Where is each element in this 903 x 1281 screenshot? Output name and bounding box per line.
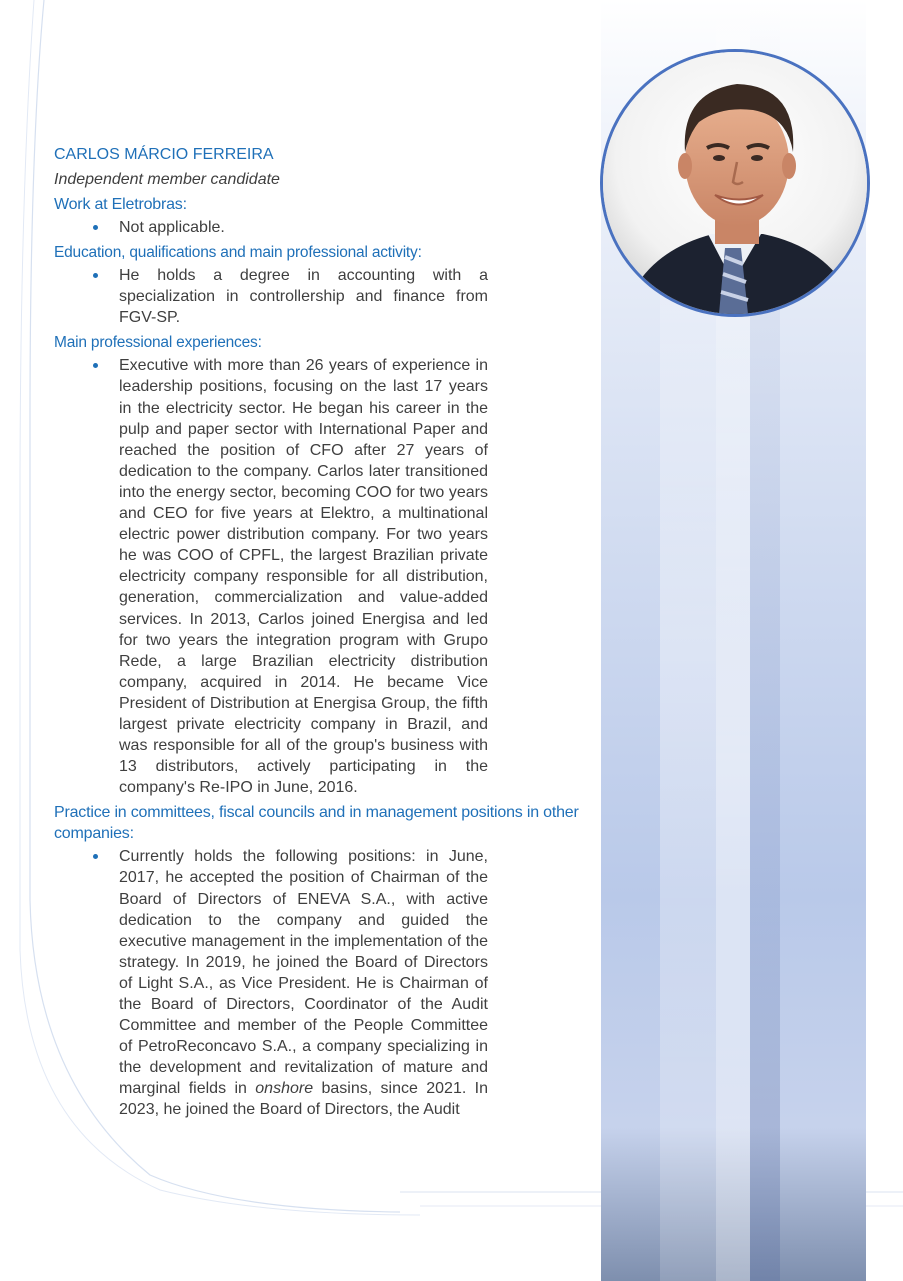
section-heading-education: Education, qualifications and main professional activity: bbox=[54, 244, 422, 262]
list-item: Executive with more than 26 years of experience in leadership positions, focusing on the last 17 years in the electricity sector. He began his career in the pulp and paper sector with International Paper and reached the position of CFO after 27 years of dedication to the company. Carlos later transitioned into the energy sector, becoming COO for two years and CEO for five years at Elektro, a multinational electric power distribution company. For two years he was COO of CPFL, the largest Brazilian private electricity company responsible for all distribution, generation, commercialization and value-added services. In 2013, Carlos joined Energisa and led for two years the integration program with Grupo Rede, a large Brazilian electricity distribution company, acquired in 2014. He became Vice President of Distribution at Energisa Group, the fifth largest private electricity company in Brazil, and was responsible for all of the group's business with 13 distributors, actively participating in the company's Re-IPO in June, 2016. bbox=[119, 355, 488, 798]
candidate-role: Independent member candidate bbox=[54, 171, 280, 188]
section-heading-work: Work at Eletrobras: bbox=[54, 196, 187, 213]
experience-list bbox=[54, 355, 594, 798]
education-list bbox=[54, 265, 594, 328]
committees-list-clip bbox=[54, 844, 594, 1177]
committees-text-italic: onshore bbox=[255, 1080, 314, 1098]
section-heading-committees: Practice in committees, fiscal councils and in management positions in other companies: bbox=[54, 804, 579, 843]
portrait-illustration bbox=[603, 52, 867, 314]
candidate-name: CARLOS MÁRCIO FERREIRA bbox=[54, 146, 274, 163]
section-heading-experience: Main professional experiences: bbox=[54, 334, 262, 352]
candidate-profile bbox=[54, 145, 594, 1177]
list-item bbox=[119, 846, 488, 1120]
work-list bbox=[54, 217, 594, 238]
list-item: He holds a degree in accounting with a specialization in controllership and finance from FGV-SP. bbox=[119, 265, 488, 328]
list-item: Not applicable. bbox=[119, 217, 488, 238]
committees-text-part1: Currently holds the following positions: in June, 2017, he accepted the position of Chairman of the Board of Directors of ENEVA S.A., with active dedication to the company and guided the executive management in the implementation of the strategy. In 2019, he joined the Board of Directors of Light S.A., as Vice President. He is Chairman of the Board of Directors, Coordinator of the Audit Committee and member of the People Committee of PetroReconcavo S.A., a company specializing in the development and revitalization of mature and marginal fields in bbox=[119, 848, 488, 1098]
committees-text-part2: basins, since 2021. In 2023, he joined the Board of Directors, the Audit bbox=[119, 1080, 488, 1119]
committees-list bbox=[54, 846, 594, 1120]
candidate-photo bbox=[600, 49, 870, 317]
